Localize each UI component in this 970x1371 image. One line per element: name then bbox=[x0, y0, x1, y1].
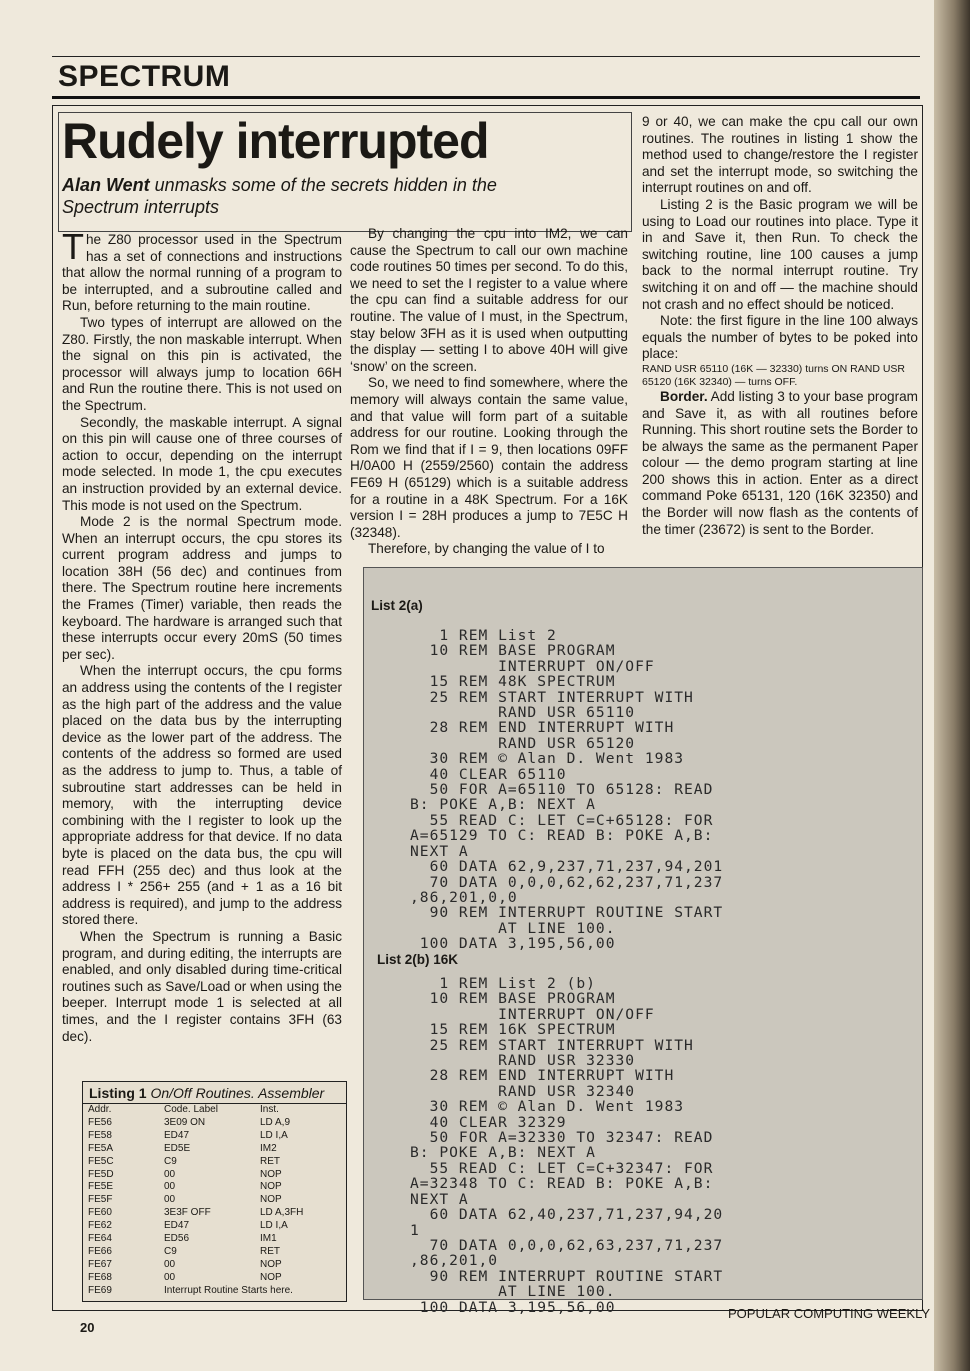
paragraph: When the interrupt occurs, the cpu forms an address using the contents of the I register as the high part of the address and the value placed on the data bus by the interrupting device as the lower part of the address. The contents of the address so formed are used as the address to jump to. Thus, a table of subroutine start addresses can be held in memory, with the interrupting device combining with the I register to look up the appropriate address for that device. If no data byte is placed on the data bus, the cpu will read FFH (255 dec) and thus look at the address I * 256+ 255 (and + 1 as a 16 bit address is required), and jump to the address stored there. bbox=[62, 663, 342, 928]
address-cell: FE69 bbox=[88, 1284, 112, 1296]
paragraph: Two types of interrupt are allowed on the Z80. Firstly, the non maskable interrupt. When the signal on this pin is activated, the processor will always jump to location 66H and Run the routine there. This is not used on the Spectrum. bbox=[62, 314, 342, 413]
code-cell: C9 bbox=[164, 1155, 177, 1167]
table-row bbox=[83, 1233, 346, 1246]
magazine-footer: POPULAR COMPUTING WEEKLY bbox=[727, 1306, 930, 1321]
standfirst-text: unmasks some of the secrets hidden in the Spectrum interrupts bbox=[62, 175, 497, 217]
instruction-cell: IM2 bbox=[260, 1142, 277, 1154]
listing-1-header bbox=[83, 1082, 346, 1104]
paragraph: Mode 2 is the normal Spectrum mode. When an interrupt occurs, the cpu stores its current program address and jumps to location 38H (56 dec) and continues from there. The Spectrum routine here increments the Frames (Timer) variable, then reads the keyboard. The hardware is arranged such that these interrupts occur every 20mS (50 times per sec). bbox=[62, 514, 342, 662]
instruction-cell: RET bbox=[260, 1155, 280, 1167]
code-cell: ED5E bbox=[164, 1142, 191, 1154]
standfirst bbox=[62, 174, 522, 218]
paragraph-text: Add listing 3 to your base program and Save it, as with all routines before Running. This short routine sets the Border to be always the same as the permanent Paper colour — the demo program starting at line 200 shows this in action. Enter as a direct command Poke 65131, 120 (16K 32350) and the Border will now flash as the contents of the timer (23672) is sent to the Border. bbox=[642, 388, 918, 537]
address-cell: FE66 bbox=[88, 1245, 112, 1257]
code-cell: ED47 bbox=[164, 1220, 190, 1232]
table-row bbox=[83, 1143, 346, 1156]
listing-1-subtitle: On/Off Routines. Assembler bbox=[150, 1085, 325, 1101]
column-header: Inst. bbox=[260, 1104, 279, 1115]
column-1 bbox=[62, 226, 342, 1045]
table-row bbox=[83, 1246, 346, 1259]
paragraph: Note: the first figure in the line 100 always equals the number of bytes to be poked into place: bbox=[642, 313, 918, 362]
paragraph: When the Spectrum is running a Basic program, and during editing, the interrupts are enabled, and only disabled during time-critical routines such as Save/Load or when using the beeper. Interrupt mode 1 is selected at all times, and the I register contains 3FH (63 dec). bbox=[62, 928, 342, 1044]
address-cell: FE68 bbox=[88, 1271, 112, 1283]
table-header bbox=[83, 1104, 346, 1117]
section-heading: SPECTRUM bbox=[58, 60, 231, 93]
code-cell: C9 bbox=[164, 1245, 177, 1257]
list-2a-code: 1 REM List 2 10 REM BASE PROGRAM INTERRUPT ON/OFF 15 REM 48K SPECTRUM 25 REM START INTERRUPT WITH RAND USR 65110 28 REM END INTERRUPT WITH RAND USR 65120 30 REM © Alan D. Went 1983 40 CLEAR 65110 50 FOR A=65110 TO 65128: READ B: POKE A,B: NEXT A 55 READ C: LET C=C+65128: FOR A=65129 TO C: READ B: POKE A,B: NEXT A 60 DATA 62,9,237,71,237,94,201 70 DATA 0,0,0,62,62,237,71,237 ,86,201,0,0 90 REM INTERRUPT ROUTINE START AT LINE 100. 100 DATA 3,195,56,00 bbox=[410, 627, 724, 953]
assembler-rows bbox=[83, 1117, 346, 1298]
table-row bbox=[83, 1117, 346, 1130]
instruction-cell: LD A,9 bbox=[260, 1116, 291, 1128]
address-cell: FE5E bbox=[88, 1181, 114, 1193]
address-cell: FE5F bbox=[88, 1194, 113, 1206]
paragraph: Listing 2 is the Basic program we will be using to Load our routines into place. Type it in and Save it, then Run. To check the switching routine, line 100 causes a jump back to the normal interrupt routine. Try switching it on and off — the machine should not crash and no effect should be noticed. bbox=[642, 196, 918, 312]
instruction-cell: LD I,A bbox=[260, 1129, 288, 1141]
paragraph: Therefore, by changing the value of I to bbox=[368, 541, 605, 557]
address-cell: FE5A bbox=[88, 1142, 114, 1154]
paragraph bbox=[62, 226, 342, 315]
instruction-cell: NOP bbox=[260, 1194, 282, 1206]
instruction-cell: LD I,A bbox=[260, 1220, 288, 1232]
table-row bbox=[83, 1220, 346, 1233]
address-cell: FE62 bbox=[88, 1220, 112, 1232]
instruction-cell: NOP bbox=[260, 1168, 282, 1180]
instruction-cell: NOP bbox=[260, 1271, 282, 1283]
drop-cap: T bbox=[62, 226, 84, 267]
table-row bbox=[83, 1272, 346, 1285]
table-row bbox=[83, 1181, 346, 1194]
article-headline: Rudely interrupted bbox=[62, 113, 489, 169]
author-name: Alan Went bbox=[62, 175, 150, 195]
paragraph: So, we need to find somewhere, where the memory will always contain the same value, and that value will form part of a suitable address for our routine. Looking through the Rom we find that if I = 9, then locations 09FF H/0A00 H (2559/2560) contain the address FE69 H (65129) which is a suitable address for a routine in a 48K Spectrum. For a 16K version I = 28H produces a jump to 7E5C H (32348). bbox=[350, 375, 628, 540]
address-cell: FE5D bbox=[88, 1168, 114, 1180]
code-cell: 00 bbox=[164, 1181, 176, 1193]
address-cell: FE60 bbox=[88, 1207, 112, 1219]
code-cell: 00 bbox=[164, 1271, 176, 1283]
list-2a-title: List 2(a) bbox=[371, 598, 423, 613]
code-cell: 3E3F OFF bbox=[164, 1207, 211, 1219]
list-2b-title: List 2(b) 16K bbox=[377, 952, 459, 967]
top-rule bbox=[52, 56, 920, 57]
address-cell: FE64 bbox=[88, 1233, 112, 1245]
listing-1-title: Listing 1 bbox=[89, 1085, 147, 1101]
section-rule bbox=[52, 96, 920, 99]
table-row bbox=[83, 1130, 346, 1143]
code-cell: 00 bbox=[164, 1168, 176, 1180]
table-row bbox=[83, 1169, 346, 1182]
instruction-cell: NOP bbox=[260, 1181, 282, 1193]
column-header: Addr. bbox=[88, 1104, 112, 1115]
code-cell: 00 bbox=[164, 1194, 176, 1206]
address-cell: FE67 bbox=[88, 1258, 112, 1270]
address-cell: FE56 bbox=[88, 1116, 112, 1128]
border-label: Border. bbox=[660, 388, 708, 404]
address-cell: FE58 bbox=[88, 1129, 112, 1141]
list-2b-code: 1 REM List 2 (b) 10 REM BASE PROGRAM INTERRUPT ON/OFF 15 REM 16K SPECTRUM 25 REM START INTERRUPT WITH RAND USR 32330 28 REM END INTERRUPT WITH RAND USR 32340 30 REM © Alan D. Went 1983 40 CLEAR 32329 50 FOR A=32330 TO 32347: READ B: POKE A,B: NEXT A 55 READ C: LET C=C+32347: FOR A=32348 TO C: READ B: POKE A,B: NEXT A 60 DATA 62,40,237,71,237,94,20 1 70 DATA 0,0,0,62,63,237,71,237 ,86,201,0 90 REM INTERRUPT ROUTINE START AT LINE 100. 100 DATA 3,195,56,00 bbox=[410, 975, 724, 1316]
note-cell: Interrupt Routine Starts here. bbox=[164, 1284, 293, 1296]
paragraph-text: he Z80 processor used in the Spectrum has a set of connections and instructions that allow the normal running of a program to be interrupted, and a subroutine called and Run, before returning to the main routine. bbox=[62, 232, 342, 314]
table-row bbox=[83, 1259, 346, 1272]
table-row bbox=[83, 1194, 346, 1207]
code-cell: ED47 bbox=[164, 1129, 190, 1141]
column-3 bbox=[642, 114, 918, 538]
paragraph: Secondly, the maskable interrupt. A signal on this pin will cause one of three courses of action to occur, depending on the interrupt mode selected. In mode 1, the cpu executes an instruction provided by an external device. This mode is not used on the Spectrum. bbox=[62, 414, 342, 513]
table-row bbox=[83, 1207, 346, 1220]
listing-1-box bbox=[82, 1081, 347, 1302]
address-cell: FE5C bbox=[88, 1155, 114, 1167]
instruction-cell: NOP bbox=[260, 1258, 282, 1270]
column-2 bbox=[350, 226, 628, 558]
usr-note: RAND USR 65110 (16K — 32330) turns ON RAND USR 65120 (16K 32340) — turns OFF. bbox=[642, 362, 905, 388]
table-row bbox=[83, 1285, 346, 1298]
instruction-cell: IM1 bbox=[260, 1233, 277, 1245]
code-cell: ED56 bbox=[164, 1233, 190, 1245]
magazine-spine bbox=[934, 0, 970, 1371]
paragraph bbox=[642, 389, 918, 538]
paragraph: By changing the cpu into IM2, we can cause the Spectrum to call our own machine code routines 50 times per second. To do this, we need to set the I register to a value where the cpu can find a suitable address for our routine. The value of I must, in the Spectrum, stay below 3FH as it is used when outputting the display — setting I to above 40H will give ‘snow’ on the screen. bbox=[350, 226, 628, 374]
instruction-cell: RET bbox=[260, 1245, 280, 1257]
instruction-cell: LD A,3FH bbox=[260, 1207, 304, 1219]
code-cell: 00 bbox=[164, 1258, 176, 1270]
page-number: 20 bbox=[80, 1320, 95, 1335]
paragraph: 9 or 40, we can make the cpu call our own routines. The routines in listing 1 show the method used to change/restore the I register and set the interrupt mode, so switching the interrupt routines on and off. bbox=[642, 114, 918, 196]
column-header: Code. Label bbox=[164, 1104, 218, 1115]
table-row bbox=[83, 1156, 346, 1169]
code-cell: 3E09 ON bbox=[164, 1116, 206, 1128]
